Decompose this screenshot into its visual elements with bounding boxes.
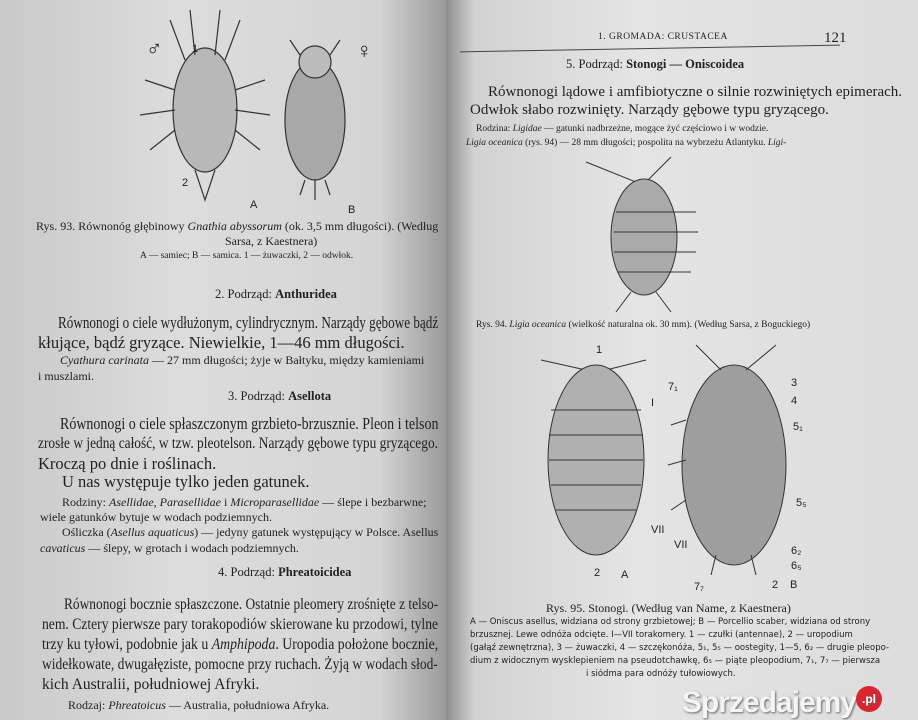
sec2-text: kłujące, bądź gryzące. Niewielkie, 1—46 mm długości. — [38, 333, 405, 352]
header-rule — [460, 45, 840, 53]
fig95-label-I: I — [651, 397, 655, 409]
fig95-label-b: B — [790, 579, 798, 591]
sec3-note: cavaticus — ślepy, w grotach i wodach podziemnych. — [40, 541, 299, 555]
section-5-heading: 5. Podrząd: Stonogi — Oniscoidea — [566, 57, 745, 71]
fig95-label-a: A — [621, 569, 629, 581]
sec4-text: widełkowate, dwugałęziste, pomocne przy ruchach. Żyją w wodach słod- — [42, 656, 438, 673]
section-2-heading: 2. Podrząd: Anthuridea — [215, 287, 337, 301]
fig95-label-VII-b: VII — [674, 539, 688, 551]
sec3-note: Ośliczka (Asellus aquaticus) — jedyny gatunek występujący w Polsce. Asellus — [62, 525, 439, 539]
female-symbol: ♀ — [356, 38, 373, 63]
sec2-note: i muszlami. — [38, 369, 94, 383]
sec3-text: Równonogi o ciele spłaszczonym grzbieto-brzusznie. Pleon i telson — [60, 414, 439, 433]
fig95-label-4: 4 — [791, 395, 798, 407]
sec3-text: U nas występuje tylko jeden gatunek. — [62, 472, 310, 491]
fig94-caption: Rys. 94. Ligia oceanica (wielkość naturalna ok. 30 mm). (Według Sarsa, z Boguckiego) — [476, 320, 811, 330]
fig95-legend-line: dium z widocznym wysklepieniem na pseudotchawkę, 6₅ — piąte pleopodium, 7₁, 7₇ — pierwsza — [470, 656, 881, 666]
fig95-label-6-5: 6₅ — [791, 560, 802, 572]
fig95-legend-line: i siódma para odnóży tułowiowych. — [586, 669, 736, 679]
section-4-heading: 4. Podrząd: Phreatoicidea — [218, 565, 352, 579]
fig95-label-2b: 2 — [772, 579, 779, 591]
fig95-label-6-2: 6₂ — [791, 545, 802, 557]
fig95-label-2: 2 — [594, 567, 601, 579]
fig95-legend-line: brzusznej. Lewe odnóża odcięte. I—VII torakomery. 1 — czułki (antennae), 2 — uropodium — [470, 630, 853, 640]
sec4-text: nem. Cztery pierwsze pary torakopodiów skierowane ku przodowi, tylne — [42, 616, 439, 633]
sec3-note: wiele gatunków bytuje w wodach podziemnych. — [40, 510, 272, 524]
fig95-label-7-1: 7₁ — [668, 381, 678, 393]
fig93-caption-line2: Sarsa, z Kaestnera) — [225, 234, 318, 248]
sec4-text: trzy ku tyłowi, podobnie jak u Amphipoda. Uropodia położone bocznie, — [42, 636, 439, 653]
left-page — [0, 0, 446, 720]
fig95-label-5-1: 5₁ — [793, 421, 803, 433]
sec3-text: zrosłe w jedną całość, w tzw. pleotelson. Narządy gębowe typu gryzącego. — [38, 435, 439, 452]
fig95-legend-line: A — Oniscus asellus, widziana od strony grzbietowej; B — Porcellio scaber, widziana od strony — [470, 617, 871, 627]
figure-93-illustration — [0, 0, 446, 215]
male-symbol: ♂ — [146, 36, 163, 61]
sec4-text: kich Australii, południowej Afryki. — [42, 676, 260, 693]
watermark-logo: Sprzedajemy .pl — [682, 686, 882, 720]
fig95-legend-line: (gałąź zewnętrzna), 3 — żuwaczki, 4 — szczękonóża, 5₁, 5₅ — oostegity, 1—5, 6₂ — drugie pleopo- — [470, 643, 890, 653]
fig95-caption: Rys. 95. Stonogi. (Według van Name, z Kaestnera) — [546, 601, 791, 615]
sec4-note: Rodzaj: Phreatoicus — Australia, południowa Afryka. — [68, 698, 330, 712]
figure-94-illustration — [446, 152, 918, 317]
sec2-text: Równonogi o ciele wydłużonym, cylindrycznym. Narządy gębowe bądź — [58, 313, 439, 332]
figure-95-illustration — [446, 340, 918, 590]
fig93-label-b: B — [348, 204, 356, 216]
sec3-text: Kroczą po dnie i roślinach. — [38, 454, 217, 473]
fig95-label-1: 1 — [596, 344, 603, 356]
running-head: 1. GROMADA: CRUSTACEA — [598, 32, 728, 42]
section-3-heading: 3. Podrząd: Asellota — [228, 389, 332, 403]
fig95-label-3: 3 — [791, 377, 798, 389]
fig93-label-a: A — [250, 199, 258, 211]
sec5-text: Równonogi lądowe i amfibiotyczne o silnie rozwiniętych epimerach. — [488, 84, 903, 100]
sec2-note: Cyathura carinata — 27 mm długości; żyje w Bałtyku, między kamieniami — [60, 353, 425, 367]
fig95-label-VII: VII — [651, 524, 665, 536]
fig95-label-7-7: 7₇ — [694, 581, 704, 593]
sec4-text: Równonogi bocznie spłaszczone. Ostatnie pleomery zrośnięte z telso- — [64, 596, 439, 613]
fig93-label-2: 2 — [182, 177, 189, 189]
fig93-caption-line3: A — samiec; B — samica. 1 — żuwaczki, 2 — odwłok. — [140, 251, 354, 261]
page-number: 121 — [824, 30, 847, 46]
sec3-note: Rodziny: Asellidae, Parasellidae i Microparasellidae — ślepe i bezbarwne; — [62, 495, 427, 509]
right-page — [446, 0, 918, 720]
sec5-note: Rodzina: Ligidae — gatunki nadbrzeżne, mogące żyć częściowo i w wodzie. — [476, 124, 769, 134]
fig93-caption-line1: Rys. 93. Równonóg głębinowy Gnathia abyssorum (ok. 3,5 mm długości). (Według — [36, 219, 439, 233]
sec5-text: Odwłok słabo rozwinięty. Narządy gębowe typu gryzącego. — [470, 102, 829, 118]
fig93-label-1: 1 — [192, 43, 199, 55]
sec5-note: Ligia oceanica (rys. 94) — 28 mm długości; pospolita na wybrzeżu Atlantyku. Ligi- — [466, 138, 787, 148]
fig95-label-5-5: 5₅ — [796, 497, 807, 509]
